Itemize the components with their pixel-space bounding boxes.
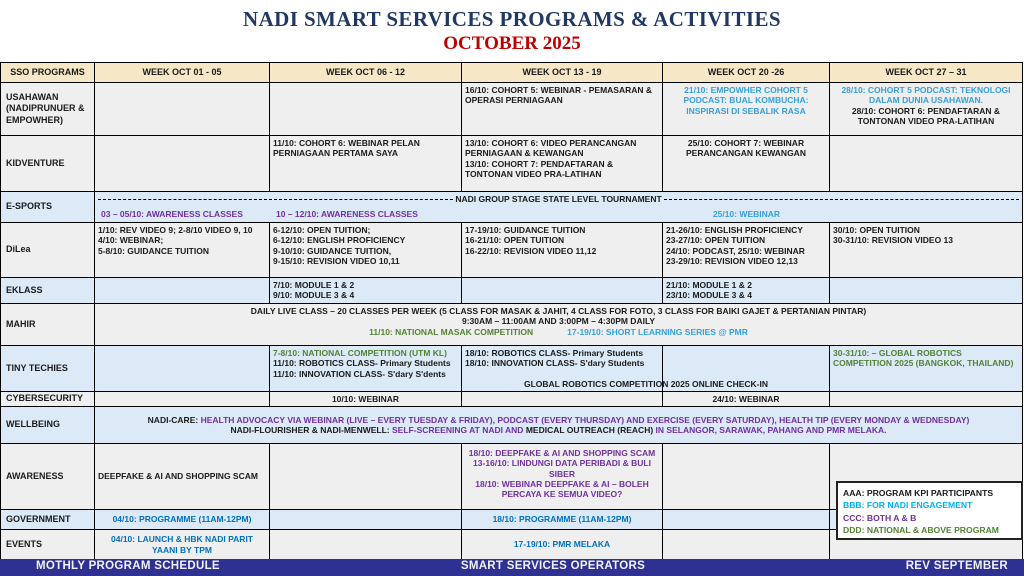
cell-esports-week1: 03 – 05/10: AWARENESS CLASSES	[101, 209, 243, 220]
cell-esports-weeks	[95, 192, 1023, 223]
cell-eklass-week3	[462, 278, 663, 304]
cell-usahawan-week1	[95, 83, 270, 136]
legend-ccc: CCC: BOTH A & B	[843, 512, 917, 523]
cell-dilea-week3	[462, 223, 663, 278]
event-line: 18/10: ROBOTICS CLASS- Primary Students	[465, 348, 644, 358]
event-line: 25/10: COHORT 7: WEBINAR PERANCANGAN KEWANGAN	[686, 138, 806, 159]
legend-ddd: DDD: NATIONAL & ABOVE PROGRAM	[843, 525, 999, 536]
header-week2: WEEK OCT 06 - 12	[270, 63, 462, 83]
event-line: IN SELANGOR, SARAWAK, PAHANG AND PMR MELAKA.	[655, 425, 887, 435]
program-label-usahawan: USAHAWAN (NADIPRUNUER & EMPOWHER)	[1, 83, 95, 136]
event-line: 21/10: EMPOWHER COHORT 5 PODCAST: BUAL KOMBUCHA: INSPIRASI DI SEBALIK RASA	[683, 85, 809, 116]
global-robotics-checkin-line: GLOBAL ROBOTICS COMPETITION 2025 ONLINE CHECK-IN	[523, 379, 768, 389]
program-label-events: EVENTS	[1, 530, 95, 560]
event-line: 11/10: NATIONAL MASAK COMPETITION	[369, 326, 534, 337]
event-line: 16-21/10: OPEN TUITION	[465, 235, 565, 246]
legend-aaa: AAA: PROGRAM KPI PARTICIPANTS	[843, 488, 994, 498]
mahir-competitions-line	[98, 327, 1019, 337]
cell-kidventure-week5	[830, 136, 1023, 192]
cell-dilea-week5	[830, 223, 1023, 278]
cell-wellbeing-weeks	[95, 407, 1023, 444]
event-line: 18/10: DEEPFAKE & AI AND SHOPPING SCAM	[468, 448, 656, 458]
header-week5: WEEK OCT 27 – 31	[830, 63, 1023, 83]
event-line: 18/10: WEBINAR DEEPFAKE & AI – BOLEH PERCAYA KE SEMUA VIDEO?	[475, 479, 649, 500]
event-line: 9:30AM – 11:00AM AND 3:00PM – 4:30PM DAILY	[461, 316, 656, 327]
cell-eklass-week4	[663, 278, 830, 304]
program-label-awareness: AWARENESS	[1, 444, 95, 510]
cell-esports-week2: 10 – 12/10: AWARENESS CLASSES	[276, 209, 418, 220]
event-line: 13-16/10: LINDUNGI DATA PERIBADI & BULI SIBER	[473, 458, 651, 479]
event-line: 23-29/10: REVISION VIDEO 12,13	[666, 256, 798, 267]
event-line: SELF-SCREENING AT NADI AND	[392, 425, 524, 435]
tournament-text: NADI GROUP STAGE STATE LEVEL TOURNAMENT	[455, 194, 662, 205]
cell-government-week3: 18/10: PROGRAMME (11AM-12PM)	[462, 510, 663, 530]
cell-esports-week4: 25/10: WEBINAR	[712, 209, 781, 220]
cell-cybersecurity-week5	[830, 392, 1023, 407]
event-line: 9/10: MODULE 3 & 4	[273, 290, 355, 301]
program-label-cybersecurity: CYBERSECURITY	[1, 392, 95, 407]
cell-tiny-techies-week5	[830, 346, 1023, 392]
esports-tournament-line	[95, 192, 1022, 207]
cell-awareness-week1	[95, 444, 270, 510]
row-esports	[1, 192, 1023, 223]
event-line: HEALTH ADVOCACY VIA WEBINAR (LIVE – EVERY TUESDAY & FRIDAY), PODCAST (EVERY THURSDAY) AND EXERCISE (EVERY SATURDAY), HEALTH TIP (EVERY MONDAY & WEDNESDAY)	[200, 414, 970, 425]
cell-mahir-weeks	[95, 304, 1023, 346]
cell-cybersecurity-week4: 24/10: WEBINAR	[663, 392, 830, 407]
cell-eklass-week2	[270, 278, 462, 304]
row-kidventure	[1, 136, 1023, 192]
program-label-mahir: MAHIR	[1, 304, 95, 346]
footer-bar	[0, 559, 1024, 576]
cell-cybersecurity-week2: 10/10: WEBINAR	[270, 392, 462, 407]
event-line: 23-27/10: OPEN TUITION	[666, 235, 766, 246]
cell-eklass-week5	[830, 278, 1023, 304]
event-line: 30-31/10: – GLOBAL ROBOTICS COMPETITION 2025 (BANGKOK, THAILAND)	[833, 348, 1014, 369]
cell-events-week1: 04/10: LAUNCH & HBK NADI PARIT YAANI BY TPM	[95, 530, 270, 560]
footer-schedule-label: MOTHLY PROGRAM SCHEDULE	[36, 560, 220, 572]
header-sso-programs: SSO PROGRAMS	[1, 63, 95, 83]
event-line: 5-8/10: GUIDANCE TUITION	[98, 245, 209, 256]
event-line: 21/10: MODULE 1 & 2	[666, 280, 752, 290]
title-block	[0, 0, 1024, 62]
event-line: 16/10: COHORT 5: WEBINAR - PEMASARAN & OPERASI PERNIAGAAN	[465, 85, 653, 106]
event-line: 17-19/10: GUIDANCE TUITION	[465, 225, 586, 235]
program-label-tiny-techies: TINY TECHIES	[1, 346, 95, 392]
event-line: 4/10: WEBINAR;	[98, 235, 164, 246]
event-line: 13/10: COHORT 7: PENDAFTARAN & TONTONAN VIDEO PRA-LATIHAN	[465, 158, 614, 180]
footer-operators-label: SMART SERVICES OPERATORS	[460, 560, 646, 572]
event-label: NADI-FLOURISHER & NADI-MENWELL:	[230, 425, 390, 435]
cell-usahawan-week5	[830, 83, 1023, 136]
event-line: 11/10: COHORT 6: WEBINAR PELAN PERNIAGAAN PERTAMA SAYA	[273, 138, 420, 159]
event-line: 11/10: INNOVATION CLASS- S'dary S'dents	[273, 368, 446, 379]
row-wellbeing	[1, 407, 1023, 444]
row-mahir	[1, 304, 1023, 346]
event-line: 16-22/10: REVISION VIDEO 11,12	[465, 245, 597, 256]
cell-kidventure-week3	[462, 136, 663, 192]
program-label-eklass: EKLASS	[1, 278, 95, 304]
cell-government-week4	[663, 510, 830, 530]
event-line: 23/10: MODULE 3 & 4	[666, 290, 752, 301]
cell-cybersecurity-week3	[462, 392, 663, 407]
event-line: 7/10: MODULE 1 & 2	[273, 280, 355, 290]
event-line: DEEPFAKE & AI AND SHOPPING SCAM	[98, 471, 258, 482]
cell-dilea-week4	[663, 223, 830, 278]
event-line: 1/10: REV VIDEO 9; 2-8/10 VIDEO 9, 10	[98, 225, 253, 235]
event-line: 6-12/10: ENGLISH PROFICIENCY	[273, 235, 406, 246]
event-line: 18/10: INNOVATION CLASS- S'dary Students	[465, 358, 645, 369]
event-line: 30/10: OPEN TUITION	[833, 225, 920, 235]
cell-events-week3: 17-19/10: PMR MELAKA	[462, 530, 663, 560]
wellbeing-line1	[98, 415, 1019, 425]
page-title: NADI SMART SERVICES PROGRAMS & ACTIVITIES	[243, 7, 781, 31]
header-week3: WEEK OCT 13 - 19	[462, 63, 663, 83]
cell-dilea-week1	[95, 223, 270, 278]
event-line: 7-8/10: NATIONAL COMPETITION (UTM KL)	[273, 348, 447, 358]
event-line: 28/10: COHORT 5 PODCAST: TEKNOLOGI DALAM DUNIA USAHAWAN.	[841, 85, 1011, 106]
program-label-wellbeing: WELLBEING	[1, 407, 95, 444]
cell-events-week4	[663, 530, 830, 560]
event-line: 13/10: COHORT 6: VIDEO PERANCANGAN PERNIAGAAN & KEWANGAN	[465, 138, 637, 159]
footer-revision-label: REV SEPTEMBER	[905, 560, 1008, 572]
cell-kidventure-week1	[95, 136, 270, 192]
cell-usahawan-week2	[270, 83, 462, 136]
cell-kidventure-week2	[270, 136, 462, 192]
cell-awareness-week4	[663, 444, 830, 510]
header-row	[1, 63, 1023, 83]
cell-government-week2	[270, 510, 462, 530]
cell-usahawan-week4	[663, 83, 830, 136]
event-line: 9-15/10: REVISION VIDEO 10,11	[273, 256, 400, 267]
event-line: 6-12/10: OPEN TUITION;	[273, 225, 371, 235]
event-line: 9-10/10: GUIDANCE TUITION,	[273, 245, 392, 256]
page-subtitle-month: OCTOBER 2025	[443, 33, 581, 54]
row-usahawan	[1, 83, 1023, 136]
event-line: MEDICAL OUTREACH (REACH)	[525, 425, 654, 435]
cell-tiny-techies-week1	[95, 346, 270, 392]
row-tiny-techies	[1, 346, 1023, 392]
event-line: 28/10: COHORT 6: PENDAFTARAN & TONTONAN VIDEO PRA-LATIHAN	[851, 105, 1001, 127]
header-week1: WEEK OCT 01 - 05	[95, 63, 270, 83]
cell-events-week2	[270, 530, 462, 560]
cell-tiny-techies-week2	[270, 346, 462, 392]
legend-bbb: BBB: FOR NADI ENGAGEMENT	[843, 500, 973, 511]
cell-cybersecurity-week1	[95, 392, 270, 407]
event-line: 21-26/10: ENGLISH PROFICIENCY	[666, 225, 803, 235]
cell-government-week1: 04/10: PROGRAMME (11AM-12PM)	[95, 510, 270, 530]
cell-dilea-week2	[270, 223, 462, 278]
row-eklass	[1, 278, 1023, 304]
esports-sub-row	[95, 207, 1022, 222]
event-line: 17-19/10: SHORT LEARNING SERIES @ PMR	[567, 326, 748, 337]
event-line: DAILY LIVE CLASS – 20 CLASSES PER WEEK (5 CLASS FOR MASAK & JAHIT, 4 CLASS FOR FOTO, 3 CLASS FOR BAIKI GAJET & PERTANIAN PINTAR)	[250, 306, 867, 316]
event-label: NADI-CARE:	[147, 414, 199, 425]
cell-awareness-week2	[270, 444, 462, 510]
legend-box	[836, 481, 1023, 540]
wellbeing-line2	[98, 425, 1019, 435]
event-line: 11/10: ROBOTICS CLASS- Primary Students	[273, 358, 451, 369]
cell-awareness-week3	[462, 444, 663, 510]
program-label-government: GOVERNMENT	[1, 510, 95, 530]
event-line: 24/10: PODCAST, 25/10: WEBINAR	[666, 245, 805, 256]
event-line: 30-31/10: REVISION VIDEO 13	[833, 235, 953, 246]
row-cybersecurity	[1, 392, 1023, 407]
cell-kidventure-week4	[663, 136, 830, 192]
cell-usahawan-week3	[462, 83, 663, 136]
header-week4: WEEK OCT 20 -26	[663, 63, 830, 83]
program-label-dilea: DiLea	[1, 223, 95, 278]
program-label-esports: E-SPORTS	[1, 192, 95, 223]
program-label-kidventure: KIDVENTURE	[1, 136, 95, 192]
cell-eklass-week1	[95, 278, 270, 304]
row-dilea	[1, 223, 1023, 278]
